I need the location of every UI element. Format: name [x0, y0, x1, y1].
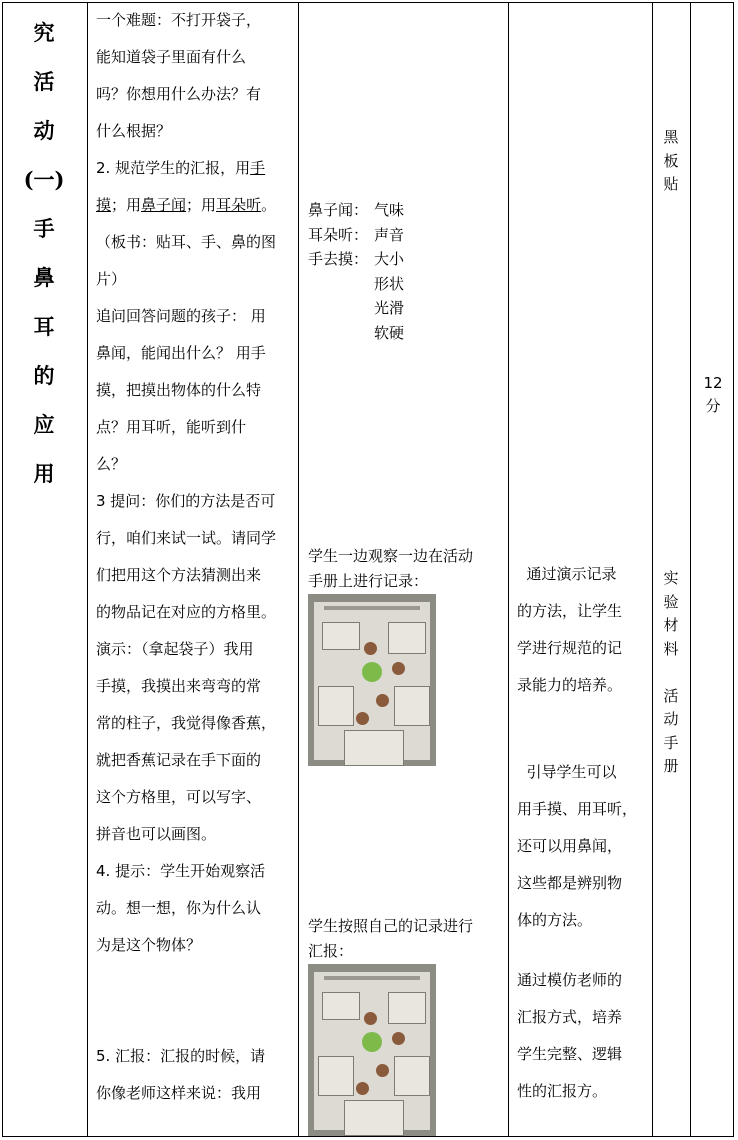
teacher-line: 点？用耳听，能听到什 [96, 418, 247, 436]
teacher-line: 就把香蕉记录在手下面的 [96, 751, 262, 769]
sense-value: 大小 [374, 250, 405, 268]
sense-key: 耳朵听： [308, 225, 369, 244]
intent-line: 通过演示记录 [517, 565, 617, 583]
material-char: 手 [663, 733, 679, 752]
section-title-char: (一) [23, 167, 65, 192]
worksheet-photo [308, 964, 436, 1136]
section-title [3, 8, 85, 498]
teacher-text: ；用 [111, 196, 142, 214]
teacher-line: 行，咱们来试一试。请同学 [96, 529, 277, 547]
teacher-line: 动。想一想，你为什么认 [96, 899, 262, 917]
observe-instruction [308, 544, 504, 593]
section-title-char: 耳 [33, 314, 55, 339]
sense-value: 声音 [374, 225, 405, 244]
teacher-activity [96, 2, 292, 1112]
senses-list [308, 198, 504, 345]
material-char: 动 [663, 710, 679, 728]
design-intent-3 [517, 962, 643, 1110]
section-title-char: 活 [33, 69, 55, 94]
section-title-char: 用 [33, 461, 55, 486]
material-char: 活 [663, 686, 679, 705]
table-border-bottom [2, 1136, 734, 1137]
intent-line: 汇报方式，培养 [517, 1008, 623, 1026]
teacher-line: 的物品记在对应的方格里。 [96, 603, 277, 621]
intent-line: 用手摸、用耳听， [517, 800, 638, 818]
teacher-text: ；用 [186, 196, 217, 214]
teacher-line: 3 提问：你们的方法是否可 [96, 492, 276, 510]
sense-key [308, 321, 374, 346]
intent-line: 录能力的培养。 [517, 676, 623, 694]
intent-line: 性的汇报方。 [517, 1082, 608, 1100]
column-line [652, 2, 653, 1137]
sense-key [308, 296, 374, 321]
teacher-line: 鼻闻，能闻出什么？ 用手 [96, 344, 266, 362]
underlined-touch: 摸 [96, 196, 112, 214]
material-char: 实 [663, 569, 679, 587]
teacher-line: （板书：贴耳、手、鼻的图 [96, 233, 277, 251]
underlined-hear: 耳朵听 [216, 196, 262, 214]
section-title-char: 鼻 [33, 265, 55, 290]
intent-line: 通过模仿老师的 [517, 971, 623, 989]
teacher-line: 吗？你想用什么办法？有 [96, 85, 262, 103]
column-line [690, 2, 691, 1137]
sense-value: 气味 [374, 201, 405, 219]
material-char: 验 [663, 592, 679, 611]
material-char: 黑 [663, 128, 679, 146]
section-title-char: 应 [33, 412, 55, 437]
student-line: 学生按照自己的记录进行 [308, 917, 474, 935]
design-intent-2 [517, 754, 643, 939]
column-line [298, 2, 299, 1137]
student-line: 汇报： [308, 941, 354, 960]
design-intent-1 [517, 556, 643, 704]
intent-line: 引导学生可以 [517, 763, 617, 781]
column-line [733, 2, 734, 1137]
time-unit: 分 [705, 397, 721, 415]
underlined-smell: 鼻子闻 [141, 196, 187, 214]
sense-value: 软硬 [374, 323, 405, 342]
intent-line: 学生完整、逻辑 [517, 1045, 623, 1063]
sense-value: 形状 [374, 274, 405, 293]
material-char: 板 [663, 151, 679, 170]
underlined-touch: 手 [250, 159, 266, 177]
teacher-line: 演示：（拿起袋子）我用 [96, 640, 254, 658]
time-allocation [696, 372, 730, 418]
intent-line: 这些都是辨别物 [517, 874, 623, 892]
section-title-char: 动 [33, 118, 55, 143]
column-line [508, 2, 509, 1137]
sense-key: 鼻子闻： [308, 201, 369, 219]
material-char: 料 [663, 639, 679, 658]
teacher-line: 4. 提示：学生开始观察活 [96, 862, 266, 880]
sense-row [308, 198, 504, 223]
teacher-line: 能知道袋子里面有什么 [96, 48, 247, 66]
intent-line: 体的方法。 [517, 911, 593, 929]
materials-blackboard [656, 126, 686, 197]
teacher-line: 么？ [96, 455, 127, 473]
teacher-line: 5. 汇报：汇报的时候，请 [96, 1047, 266, 1065]
material-char: 材 [663, 616, 679, 634]
teacher-line: 你像老师这样来说：我用 [96, 1084, 262, 1102]
section-title-char: 的 [33, 363, 55, 388]
student-line: 手册上进行记录： [308, 571, 429, 590]
sense-row [308, 223, 504, 248]
intent-line: 的方法，让学生 [517, 602, 623, 620]
report-instruction [308, 914, 504, 963]
sense-row [308, 272, 504, 297]
column-line [87, 2, 88, 1137]
intent-line: 还可以用鼻闻， [517, 837, 623, 855]
sense-key [308, 272, 374, 297]
teacher-line: 手摸，我摸出来弯弯的常 [96, 677, 262, 695]
teacher-text: 。 [261, 196, 277, 214]
time-value: 12 [703, 374, 723, 392]
teacher-line: 什么根据？ [96, 122, 172, 140]
sense-key: 手去摸： [308, 250, 369, 268]
material-char: 贴 [663, 175, 679, 193]
intent-line: 学进行规范的记 [517, 639, 623, 657]
teacher-line [96, 187, 292, 224]
teacher-line: 为是这个物体？ [96, 936, 202, 954]
teacher-line: 摸，把摸出物体的什么特 [96, 381, 262, 399]
teacher-line: 常的柱子，我觉得像香蕉， [96, 714, 277, 732]
section-title-char: 手 [33, 216, 55, 241]
sense-value: 光滑 [374, 299, 405, 317]
teacher-line [96, 150, 292, 187]
teacher-line: 们把用这个方法猜测出来 [96, 566, 262, 584]
teacher-line: 片） [96, 270, 127, 288]
materials-experiment [656, 567, 686, 779]
teacher-text: 2. 规范学生的汇报，用 [96, 159, 251, 177]
student-line: 学生一边观察一边在活动 [308, 547, 474, 565]
teacher-line: 拼音也可以画图。 [96, 825, 217, 843]
sense-row [308, 296, 504, 321]
worksheet-photo [308, 594, 436, 766]
teacher-line: 一个难题：不打开袋子， [96, 11, 262, 29]
section-title-char: 究 [33, 20, 55, 45]
material-char: 册 [663, 757, 679, 775]
sense-row [308, 321, 504, 346]
teacher-line: 这个方格里，可以写字、 [96, 788, 262, 806]
sense-row [308, 247, 504, 272]
teacher-line: 追问回答问题的孩子： 用 [96, 307, 266, 325]
